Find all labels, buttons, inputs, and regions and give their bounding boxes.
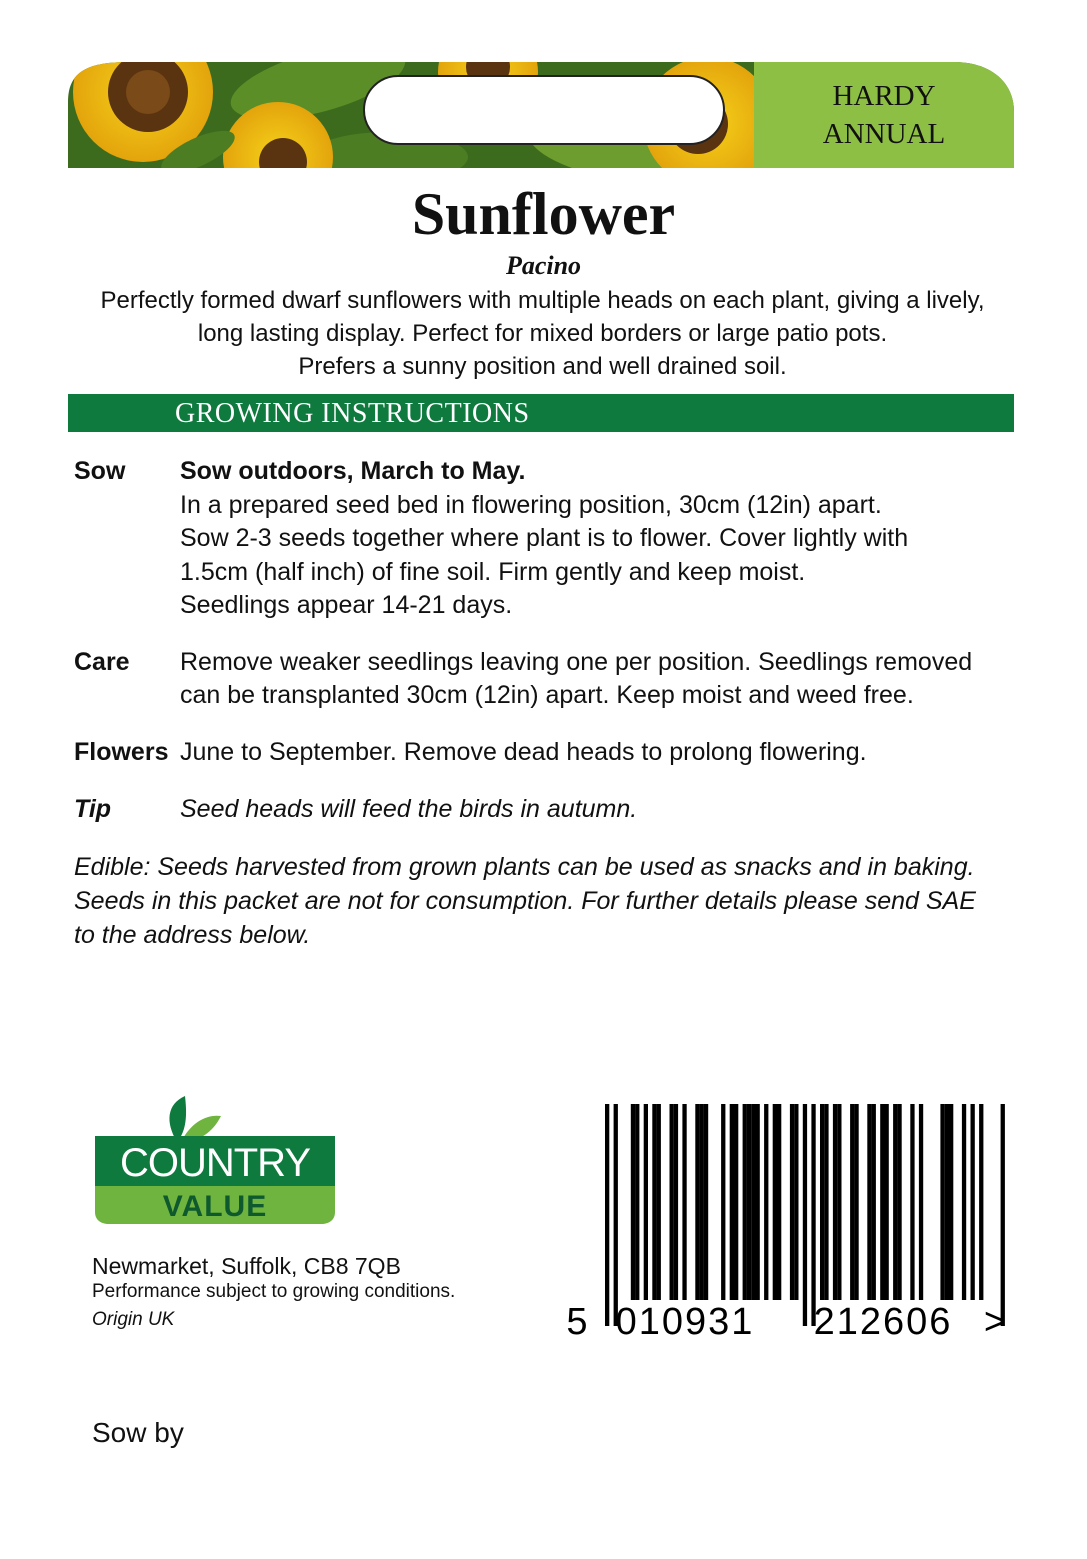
barcode-bar [1001,1104,1005,1326]
barcode [565,1104,1005,1344]
sow-line: In a prepared seed bed in flowering position, 30cm (12in) apart. [180,491,882,519]
care-label: Care [74,648,130,676]
tip-text: Seed heads will feed the birds in autumn. [180,795,638,823]
barcode-bar [872,1104,876,1300]
barcode-first-digit: 5 [566,1301,588,1343]
barcode-bar [652,1104,656,1300]
barcode-bar [811,1104,815,1326]
barcode-bar [854,1104,858,1300]
barcode-end-mark: > [983,1301,1005,1343]
description-line: long lasting display. Perfect for mixed borders or large patio pots. [197,320,888,347]
sow-line: 1.5cm (half inch) of fine soil. Firm gently and keep moist. [180,558,806,586]
description-line: Perfectly formed dwarf sunflowers with multiple heads on each plant, giving a lively, [100,287,985,314]
sow-line: Seedlings appear 14-21 days. [180,591,513,619]
barcode-bar [674,1104,678,1300]
origin-note: Origin UK [92,1309,175,1330]
barcode-bar [751,1104,755,1300]
edible-line: Edible: Seeds harvested from grown plants can be used as snacks and in baking. [74,853,975,881]
barcode-group-2: 212606 [813,1301,953,1343]
logo-text-country: COUNTRY [119,1141,311,1185]
barcode-bar [949,1104,953,1300]
logo-text-value: VALUE [162,1190,268,1223]
barcode-bar [657,1104,661,1300]
barcode-bars [605,1104,1005,1326]
barcode-bar [777,1104,781,1300]
variety-name: Pacino [505,251,582,280]
barcode-bar [893,1104,897,1300]
care-line: can be transplanted 30cm (12in) apart. Keep moist and weed free. [180,681,914,709]
barcode-bar [850,1104,854,1300]
barcode-bar [605,1104,609,1326]
barcode-bar [704,1104,708,1300]
sow-line: Sow 2-3 seeds together where plant is to flower. Cover lightly with [180,524,909,552]
barcode-bar [910,1104,914,1300]
edible-line: Seeds in this packet are not for consumption. For further details please send SAE [74,887,976,915]
badge-line-1: HARDY [832,80,936,112]
leaf-icon [169,1096,186,1142]
barcode-bar [764,1104,768,1300]
barcode-bar [824,1104,828,1300]
sow-heading: Sow outdoors, March to May. [180,457,526,485]
barcode-bar [979,1104,983,1300]
barcode-bar [867,1104,871,1300]
barcode-bar [945,1104,949,1300]
edible-line: to the address below. [74,921,311,949]
barcode-bar [631,1104,635,1300]
barcode-bar [833,1104,837,1300]
barcode-bar [880,1104,884,1300]
barcode-bar [897,1104,901,1300]
country-value-logo [95,1092,335,1227]
barcode-bar [670,1104,674,1300]
barcode-bar [820,1104,824,1300]
flowers-text: June to September. Remove dead heads to prolong flowering. [180,738,867,766]
barcode-bar [962,1104,966,1300]
barcode-bar [682,1104,686,1300]
barcode-bar [756,1104,760,1300]
barcode-bar [700,1104,704,1300]
barcode-bar [940,1104,944,1300]
section-title: GROWING INSTRUCTIONS [175,398,530,429]
barcode-bar [794,1104,798,1300]
barcode-group-1: 010931 [615,1301,755,1343]
care-line: Remove weaker seedlings leaving one per position. Seedlings removed [180,648,973,676]
product-description [70,284,1015,383]
barcode-bar [971,1104,975,1300]
barcode-bar [635,1104,639,1300]
barcode-bar [919,1104,923,1300]
barcode-bar [614,1104,618,1326]
barcode-bar [734,1104,738,1300]
sow-label: Sow [74,457,126,485]
company-address: Newmarket, Suffolk, CB8 7QB [92,1253,401,1279]
badge-line-2: ANNUAL [822,118,946,150]
barcode-bar [790,1104,794,1300]
edible-note [74,850,976,952]
barcode-bar [837,1104,841,1300]
product-title: Sunflower [411,181,676,247]
description-line: Prefers a sunny position and well drained soil. [298,353,787,380]
performance-note: Performance subject to growing conditions. [92,1281,456,1302]
barcode-bar [695,1104,699,1300]
tip-label: Tip [74,795,112,823]
barcode-bar [803,1104,807,1326]
barcode-bar [747,1104,751,1300]
flowers-label: Flowers [74,738,169,766]
barcode-bar [730,1104,734,1300]
barcode-bar [743,1104,747,1300]
hardy-annual-badge [754,62,1014,168]
barcode-bar [885,1104,889,1300]
sow-by-label: Sow by [92,1417,184,1448]
barcode-bar [721,1104,725,1300]
barcode-bar [773,1104,777,1300]
barcode-bar [644,1104,648,1300]
